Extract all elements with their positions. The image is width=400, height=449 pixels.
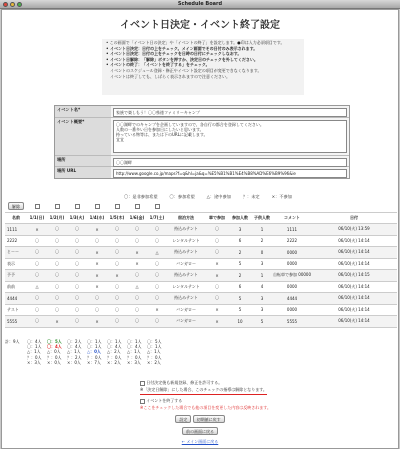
table-cell: 〇: [47, 235, 67, 247]
column-header: 1/7(土): [147, 212, 167, 224]
decide-date-checkbox[interactable]: [155, 204, 160, 209]
tally-column: [67, 338, 87, 365]
tally-line: ？：0人: [127, 354, 142, 360]
table-cell: ×: [87, 224, 107, 236]
table-cell: 〇: [47, 258, 67, 270]
table-row: [5, 304, 397, 316]
table-cell: ×: [87, 247, 107, 259]
place-label: 場所: [55, 156, 111, 166]
back-button[interactable]: 前の画面に戻る: [182, 427, 218, 435]
table-cell: 〇: [107, 304, 127, 316]
table-cell: 〇: [67, 247, 87, 259]
table-cell: 〇: [147, 270, 167, 282]
table-cell: 〇: [67, 281, 87, 293]
table-cell: 〇: [147, 281, 167, 293]
table-cell: ×: [87, 270, 107, 282]
allow-edit-label: 日付決定後も新規登録、修正を許可する。: [146, 380, 223, 385]
participant-name: 表示: [5, 258, 27, 270]
table-cell: 〇: [205, 281, 229, 293]
reset-button[interactable]: 初期値に戻す: [193, 415, 225, 423]
event-description-label: イベント概要*: [55, 118, 111, 155]
tally-line: ？：2人: [67, 354, 82, 360]
table-cell: 06/10(火) 14:15: [311, 270, 397, 282]
tally-line: 〇：4人: [127, 344, 142, 350]
table-cell: 〇: [47, 270, 67, 282]
legend-item: 〇：参加希望: [169, 194, 195, 199]
schedule-table: [5, 201, 397, 328]
table-cell: 1: [251, 224, 273, 236]
tally-column: [107, 338, 127, 365]
table-cell: バンガロー: [167, 304, 205, 316]
table-cell: 〇: [127, 316, 147, 328]
table-cell: ×: [147, 304, 167, 316]
table-cell: 06/10(火) 14:14: [311, 316, 397, 328]
table-cell: 〇: [147, 258, 167, 270]
tally-line: ×：0人: [47, 359, 61, 365]
table-cell: 10: [229, 316, 251, 328]
tally-line: ？：0人: [27, 354, 42, 360]
table-cell: 〇: [147, 235, 167, 247]
decide-date-checkbox[interactable]: [115, 204, 120, 209]
table-cell: バンガロー: [167, 258, 205, 270]
table-cell: 〇: [67, 235, 87, 247]
tally-line: 〇：4人: [27, 339, 42, 344]
table-cell: 持込みテント: [167, 293, 205, 305]
participant-name: 前前: [5, 281, 27, 293]
table-cell: 〇: [107, 281, 127, 293]
table-cell: 5: [229, 293, 251, 305]
column-header: 1/5(木): [107, 212, 127, 224]
tally-line: △：0人: [47, 349, 61, 355]
table-cell: 〇: [147, 316, 167, 328]
table-header: [5, 212, 397, 224]
page: [1, 9, 399, 449]
tally-line: △：1人: [27, 349, 41, 355]
table-row: [5, 235, 397, 247]
column-header: 日付: [311, 212, 397, 224]
tally-line: ×：7人: [87, 359, 101, 365]
table-cell: レンタルテント: [167, 235, 205, 247]
table-cell: 〇: [67, 258, 87, 270]
table-cell: 〇: [107, 224, 127, 236]
window-titlebar: [0, 0, 400, 9]
tally-line: 〇：1人: [127, 339, 142, 344]
table-cell: 〇: [27, 293, 47, 305]
tally-line: ？：0人: [47, 354, 62, 360]
tally-line: ×：2人: [147, 359, 161, 365]
column-header: 宿泊方法: [167, 212, 205, 224]
table-cell: 〇: [205, 224, 229, 236]
window-title: Schedule Board: [177, 1, 223, 7]
event-name-label: イベント名*: [55, 106, 111, 117]
tally-line: △：2人: [107, 349, 121, 355]
tally-line: 〇：1人: [87, 339, 102, 344]
table-cell: 0000: [273, 304, 311, 316]
table-cell: ×: [205, 258, 229, 270]
tally-line: ×：2人: [107, 359, 121, 365]
instruction-line: イベントは終了しても、しばらく表示されますので注意ください。: [106, 73, 230, 79]
table-cell: ×: [107, 270, 127, 282]
table-cell: 〇: [67, 316, 87, 328]
table-cell: 〇: [127, 224, 147, 236]
table-cell: 〇: [107, 316, 127, 328]
column-header: 1/2(月): [47, 212, 67, 224]
table-cell: 1: [251, 270, 273, 282]
table-cell: 〇: [67, 270, 87, 282]
table-cell: 06/10(火) 14:14: [311, 293, 397, 305]
tally-column: [127, 338, 147, 365]
participant-name: 予予: [5, 270, 27, 282]
table-row: [5, 247, 397, 259]
instruction-line: • イベント日決定：日付の上をチェック。メイン画面でその日付のみ表示されます。: [106, 45, 258, 51]
table-cell: 〇: [127, 270, 147, 282]
table-cell: ×: [127, 247, 147, 259]
table-cell: 〇: [127, 235, 147, 247]
table-cell: 06/10(火) 14:14: [311, 281, 397, 293]
description-line: 持っている物等は、または下のURLに記載します。: [116, 131, 208, 137]
description-line: 人数の一番多い日を参加日にしたいと思います。: [116, 126, 204, 132]
tally-line: 〇：1人: [147, 344, 162, 350]
table-cell: 持込みテント: [167, 224, 205, 236]
table-row: [5, 281, 397, 293]
end-event-note: ※ここをチェックした場合でも他の項目を変更した内容は反映されます。: [140, 405, 271, 410]
table-cell: 〇: [87, 293, 107, 305]
tally-line: ？：0人: [147, 354, 162, 360]
legend-item: 〇：是非参加希望: [124, 194, 158, 199]
table-cell: ×: [27, 224, 47, 236]
table-cell: 〇: [107, 293, 127, 305]
table-cell: △: [147, 247, 167, 259]
table-cell: 2: [229, 247, 251, 259]
table-cell: 〇: [205, 293, 229, 305]
place-url-label: 場所 URL: [55, 167, 111, 178]
place-field[interactable]: 〇〇湖畔: [113, 158, 347, 167]
column-header: 1/1(日): [27, 212, 47, 224]
tally-line: △：1人: [127, 349, 141, 355]
table-cell: レンタルテント: [167, 281, 205, 293]
event-name-field[interactable]: 家族で楽しもう！〇〇県徳ファミリーキャンプ: [113, 108, 347, 117]
tally-line: 〇：5人: [47, 339, 62, 344]
page-title: イベント日決定・イベント終了設定: [120, 20, 280, 31]
tally-line: ？：0人: [107, 354, 122, 360]
column-header: 1/6(金): [127, 212, 147, 224]
table-cell: 2: [229, 270, 251, 282]
table-cell: 3: [251, 304, 273, 316]
table-cell: 0000: [273, 258, 311, 270]
table-cell: 持込みテント: [167, 270, 205, 282]
table-cell: 〇: [127, 304, 147, 316]
column-header: 1/4(水): [87, 212, 107, 224]
table-cell: 〇: [27, 316, 47, 328]
table-cell: 2222: [273, 235, 311, 247]
table-cell: ×: [127, 258, 147, 270]
table-cell: 0000: [273, 247, 311, 259]
event-info-form: [54, 105, 350, 179]
table-cell: 〇: [67, 224, 87, 236]
table-cell: 2: [251, 235, 273, 247]
table-cell: 〇: [67, 293, 87, 305]
tally-line: ？：0人: [87, 354, 102, 360]
table-row: [5, 224, 397, 236]
tally-column: [47, 338, 67, 365]
table-cell: 5: [229, 258, 251, 270]
table-cell: 3: [229, 224, 251, 236]
event-description-field[interactable]: [113, 120, 347, 153]
release-button[interactable]: 解除: [8, 202, 24, 210]
decide-date-checkbox[interactable]: [55, 204, 60, 209]
table-cell: 〇: [27, 247, 47, 259]
instruction-line: • イベントの終了：「イベントを終了する」をチェック。: [106, 62, 210, 68]
description-line: 〇〇湖畔でのキャンプを企画していますので、各自行の都合を登録してください。: [116, 121, 264, 127]
table-cell: 4444: [273, 293, 311, 305]
instruction-line: イベントのスケジュール登録・修正やイベント設定の項目が変更できなくなります。: [106, 67, 262, 73]
table-cell: 〇: [47, 247, 67, 259]
table-cell: ×: [47, 316, 67, 328]
place-url-field[interactable]: http://www.google.co.jp/maps?f=q&hl=ja&q=%E5%B1%B1%E4%B8%AD%E6%B9%96&ie: [113, 169, 347, 178]
column-header: 1/3(火): [67, 212, 87, 224]
table-cell: 持込みテント: [167, 247, 205, 259]
table-cell: 〇: [27, 235, 47, 247]
table-cell: 6: [229, 281, 251, 293]
column-header: 参加人数: [229, 212, 251, 224]
tally-line: 〇：2人: [67, 339, 82, 344]
instructions-box: [102, 39, 304, 95]
participant-name: 4444: [5, 293, 27, 305]
table-cell: 5555: [273, 316, 311, 328]
tally-total: 計：9人: [5, 339, 20, 344]
table-cell: 5: [251, 316, 273, 328]
table-cell: ×: [205, 316, 229, 328]
table-cell: 〇: [147, 224, 167, 236]
table-cell: ×: [87, 258, 107, 270]
table-row: [5, 270, 397, 282]
table-cell: ×: [205, 270, 229, 282]
table-cell: 06/10(火) 14:14: [311, 247, 397, 259]
table-cell: 〇: [27, 270, 47, 282]
table-cell: 〇: [27, 258, 47, 270]
column-header: 子供人数: [251, 212, 273, 224]
tally-line: △：0人: [87, 349, 101, 355]
table-cell: 〇: [205, 247, 229, 259]
table-cell: 〇: [27, 304, 47, 316]
allow-edit-note: ※「決定日解除」にした場合、このチェックの指導は解除となります。: [140, 387, 267, 392]
table-cell: 〇: [147, 293, 167, 305]
tally-line: 〇：5人: [147, 339, 162, 344]
table-cell: ×: [87, 316, 107, 328]
tally-column: [27, 338, 47, 365]
participant-name: 1111: [5, 224, 27, 236]
tally-line: 〇：4人: [107, 344, 122, 350]
table-cell: 06/10(火) 14:14: [311, 304, 397, 316]
table-cell: 06/10(火) 14:14: [311, 258, 397, 270]
decide-date-checkbox[interactable]: [35, 204, 40, 209]
description-line: 宜宜: [116, 136, 124, 142]
participant-name: 2222: [5, 235, 27, 247]
tally-column: [87, 338, 107, 365]
tally-section: [5, 338, 397, 365]
tally-line: △：1人: [147, 349, 161, 355]
table-cell: △: [27, 281, 47, 293]
table-cell: ×: [87, 281, 107, 293]
table-cell: 自転車で参加 00000: [273, 270, 311, 282]
tally-line: 〇：4人: [67, 344, 82, 350]
tally-column: [147, 338, 167, 365]
column-header: 車で参加: [205, 212, 229, 224]
tally-line: △：1人: [67, 349, 81, 355]
legend-item: ×：不参加: [271, 194, 292, 199]
table-cell: 1111: [273, 224, 311, 236]
table-cell: 〇: [87, 304, 107, 316]
decide-date-checkbox[interactable]: [135, 204, 140, 209]
table-cell: ×: [205, 304, 229, 316]
instruction-line: • この画面で「イベント日の決定」や「イベントの終了」を設定します。●印は入力必須項目です。: [106, 40, 285, 45]
instruction-line: • イベント日解除：「解除」ボタンを押すか、決定日のチェックを外してください。: [106, 56, 258, 62]
table-cell: 06/10(火) 13:59: [311, 224, 397, 236]
table-cell: 0000: [273, 281, 311, 293]
allow-edit-checkbox[interactable]: [140, 381, 145, 386]
symbol-legend: [124, 194, 399, 200]
table-row: [5, 316, 397, 328]
tally-line: ×：3人: [127, 359, 141, 365]
column-header: コメント: [273, 212, 311, 224]
decide-date-checkbox[interactable]: [95, 204, 100, 209]
end-event-checkbox[interactable]: [140, 399, 145, 404]
legend-item: △：途中参加: [206, 194, 231, 199]
table-cell: 6: [229, 235, 251, 247]
decide-date-checkbox[interactable]: [75, 204, 80, 209]
table-cell: △: [127, 281, 147, 293]
tally-line: 〇：1人: [107, 339, 122, 344]
table-cell: 〇: [47, 281, 67, 293]
main-screen-link[interactable]: ← メイン画面に戻る: [181, 439, 219, 444]
tally-line: ×：0人: [67, 359, 81, 365]
table-cell: 〇: [87, 235, 107, 247]
participant-name: とーー: [5, 247, 27, 259]
table-cell: 3: [251, 293, 273, 305]
table-cell: 〇: [107, 235, 127, 247]
instruction-line: • イベント日決定：日付の上をチェックを日時の日付にチェックしなおす。: [106, 51, 242, 57]
table-cell: 〇: [47, 224, 67, 236]
table-cell: 〇: [205, 235, 229, 247]
table-cell: 〇: [47, 293, 67, 305]
legend-item: ？：未定: [242, 194, 260, 199]
decide-checkbox-row: [5, 201, 397, 212]
participant-name: 5555: [5, 316, 27, 328]
column-header: 名前: [5, 212, 27, 224]
table-cell: 〇: [47, 304, 67, 316]
end-event-label: イベントを終了する: [146, 398, 183, 403]
table-cell: バンガロー: [167, 316, 205, 328]
table-cell: 5: [229, 304, 251, 316]
tally-line: 〇：1人: [87, 344, 102, 350]
tally-line: 〇：1人: [27, 344, 42, 350]
tally-line: ×：3人: [27, 359, 41, 365]
table-cell: 〇: [67, 304, 87, 316]
table-cell: 06/10(火) 14:14: [311, 235, 397, 247]
table-cell: 〇: [127, 293, 147, 305]
table-cell: 〇: [107, 258, 127, 270]
table-cell: 4: [251, 281, 273, 293]
table-cell: 0: [251, 247, 273, 259]
tally-line: 〇：4人: [47, 344, 62, 350]
table-row: [5, 293, 397, 305]
table-cell: 〇: [107, 247, 127, 259]
set-button[interactable]: 設定: [175, 415, 191, 423]
table-row: [5, 258, 397, 270]
table-cell: 3: [251, 258, 273, 270]
participant-name: テスト: [5, 304, 27, 316]
